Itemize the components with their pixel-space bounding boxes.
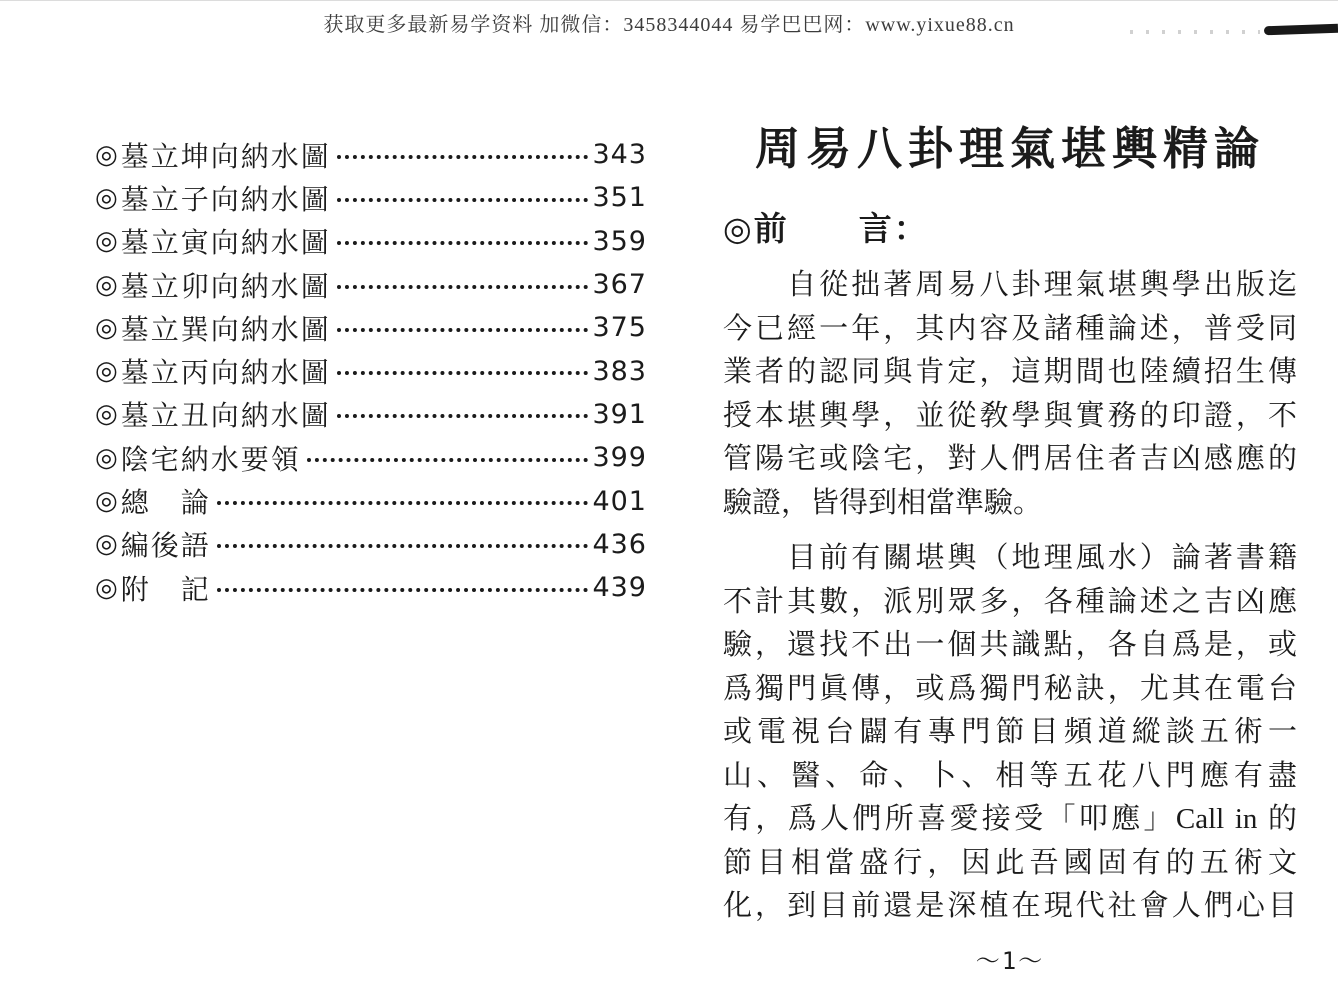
toc-row xyxy=(95,306,647,349)
bullseye-icon: ◎ xyxy=(95,399,118,429)
dot-leader xyxy=(337,198,589,202)
table-of-contents xyxy=(95,133,647,609)
toc-row xyxy=(95,436,647,479)
toc-entry-label: 墓立子向納水圖 xyxy=(120,184,331,216)
toc-row xyxy=(95,263,647,306)
bullseye-icon: ◎ xyxy=(95,529,118,559)
text-line: 爲獨門眞傳，或爲獨門秘訣，尤其在電台 xyxy=(723,672,1297,705)
page-number: ～1～ xyxy=(975,947,1045,975)
bullseye-icon: ◎ xyxy=(95,139,118,169)
bullseye-icon: ◎ xyxy=(95,312,118,342)
text-line: 今已經一年，其内容及諸種論述，普受同 xyxy=(723,312,1297,345)
toc-entry-label: 總 論 xyxy=(120,488,211,520)
text-line: 管陽宅或陰宅，對人們居住者吉凶感應的 xyxy=(723,443,1297,475)
toc-entry-label: 陰宅納水要領 xyxy=(120,444,301,476)
dot-leader xyxy=(337,285,589,289)
toc-page-number: 375 xyxy=(592,312,647,344)
preface-paragraph-2 xyxy=(723,537,1297,929)
toc-page-number: 391 xyxy=(592,398,647,430)
toc-entry-label: 附 記 xyxy=(120,574,211,606)
preface-heading: ◎前 言： xyxy=(723,212,929,248)
dot-leader xyxy=(337,241,589,245)
text-line: 山、醫、命、卜、相等五花八門應有盡 xyxy=(723,759,1297,792)
toc-entry-label: 墓立丑向納水圖 xyxy=(120,401,331,433)
text-line: 業者的認同與肯定，這期間也陸續招生傳 xyxy=(723,356,1297,388)
dot-leader xyxy=(307,458,589,462)
scan-edge-line xyxy=(0,0,1338,1)
toc-row xyxy=(95,133,647,176)
toc-page-number: 351 xyxy=(592,182,647,214)
toc-row xyxy=(95,479,647,522)
bullseye-icon: ◎ xyxy=(95,356,118,386)
toc-row xyxy=(95,349,647,392)
toc-page-number: 359 xyxy=(592,225,647,257)
dot-leader xyxy=(337,328,589,332)
bullseye-icon: ◎ xyxy=(95,182,118,212)
toc-row xyxy=(95,220,647,263)
preface-page xyxy=(723,112,1297,929)
toc-entry-label: 墓立巽向納水圖 xyxy=(120,314,331,346)
bullseye-icon: ◎ xyxy=(95,486,118,516)
bullseye-icon: ◎ xyxy=(95,269,118,299)
toc-entry-label: 編後語 xyxy=(120,531,211,563)
text-line: 自從拙著周易八卦理氣堪輿學出版迄 xyxy=(723,269,1297,301)
text-line: 化，到目前還是深植在現代社會人們心目 xyxy=(723,890,1297,922)
text-line: 目前有關堪輿（地理風水）論著書籍 xyxy=(723,542,1297,574)
bullseye-icon: ◎ xyxy=(95,572,118,602)
text-line: 驗，還找不出一個共識點，各自爲是，或 xyxy=(723,629,1297,661)
toc-row xyxy=(95,176,647,219)
toc-entry-label: 墓立卯向納水圖 xyxy=(120,271,331,303)
toc-row xyxy=(95,523,647,566)
bullseye-icon: ◎ xyxy=(95,226,118,256)
toc-row xyxy=(95,393,647,436)
toc-page-number: 383 xyxy=(592,355,647,387)
text-line: 節目相當盛行，因此吾國固有的五術文 xyxy=(723,846,1297,879)
text-line: 或電視台闢有專門節目頻道縱談五術一 xyxy=(723,716,1297,748)
dot-leader xyxy=(337,155,589,159)
dot-leader xyxy=(217,501,589,505)
preface-paragraph-1 xyxy=(723,264,1297,525)
toc-page-number: 367 xyxy=(592,269,647,301)
toc-page-number: 401 xyxy=(592,485,647,517)
toc-entry-label: 墓立寅向納水圖 xyxy=(120,228,331,260)
toc-entry-label: 墓立丙向納水圖 xyxy=(120,358,331,390)
text-line: 授本堪輿學，並從敎學與實務的印證，不 xyxy=(723,399,1297,432)
text-line: 有，爲人們所喜愛接受「叩應」Call in 的 xyxy=(723,803,1297,835)
dot-leader xyxy=(337,371,589,375)
text-line: 不計其數，派別眾多，各種論述之吉凶應 xyxy=(723,585,1297,618)
toc-page-number: 343 xyxy=(592,139,647,171)
toc-page-number: 439 xyxy=(592,572,647,604)
toc-page-number: 399 xyxy=(592,442,647,474)
dot-leader xyxy=(337,414,589,418)
bullseye-icon: ◎ xyxy=(95,442,118,472)
scan-artifact-trail xyxy=(1130,30,1260,34)
toc-row xyxy=(95,566,647,609)
toc-entry-label: 墓立坤向納水圖 xyxy=(120,141,331,173)
watermark-text: 获取更多最新易学资料 加微信：3458344044 易学巴巴网：www.yixue88.cn xyxy=(323,14,1015,36)
dot-leader xyxy=(217,544,589,548)
text-line: 驗證，皆得到相當準驗。 xyxy=(723,486,1043,519)
toc-page-number: 436 xyxy=(592,528,647,560)
dot-leader xyxy=(217,588,589,592)
book-title: 周易八卦理氣堪輿精論 xyxy=(754,124,1265,174)
